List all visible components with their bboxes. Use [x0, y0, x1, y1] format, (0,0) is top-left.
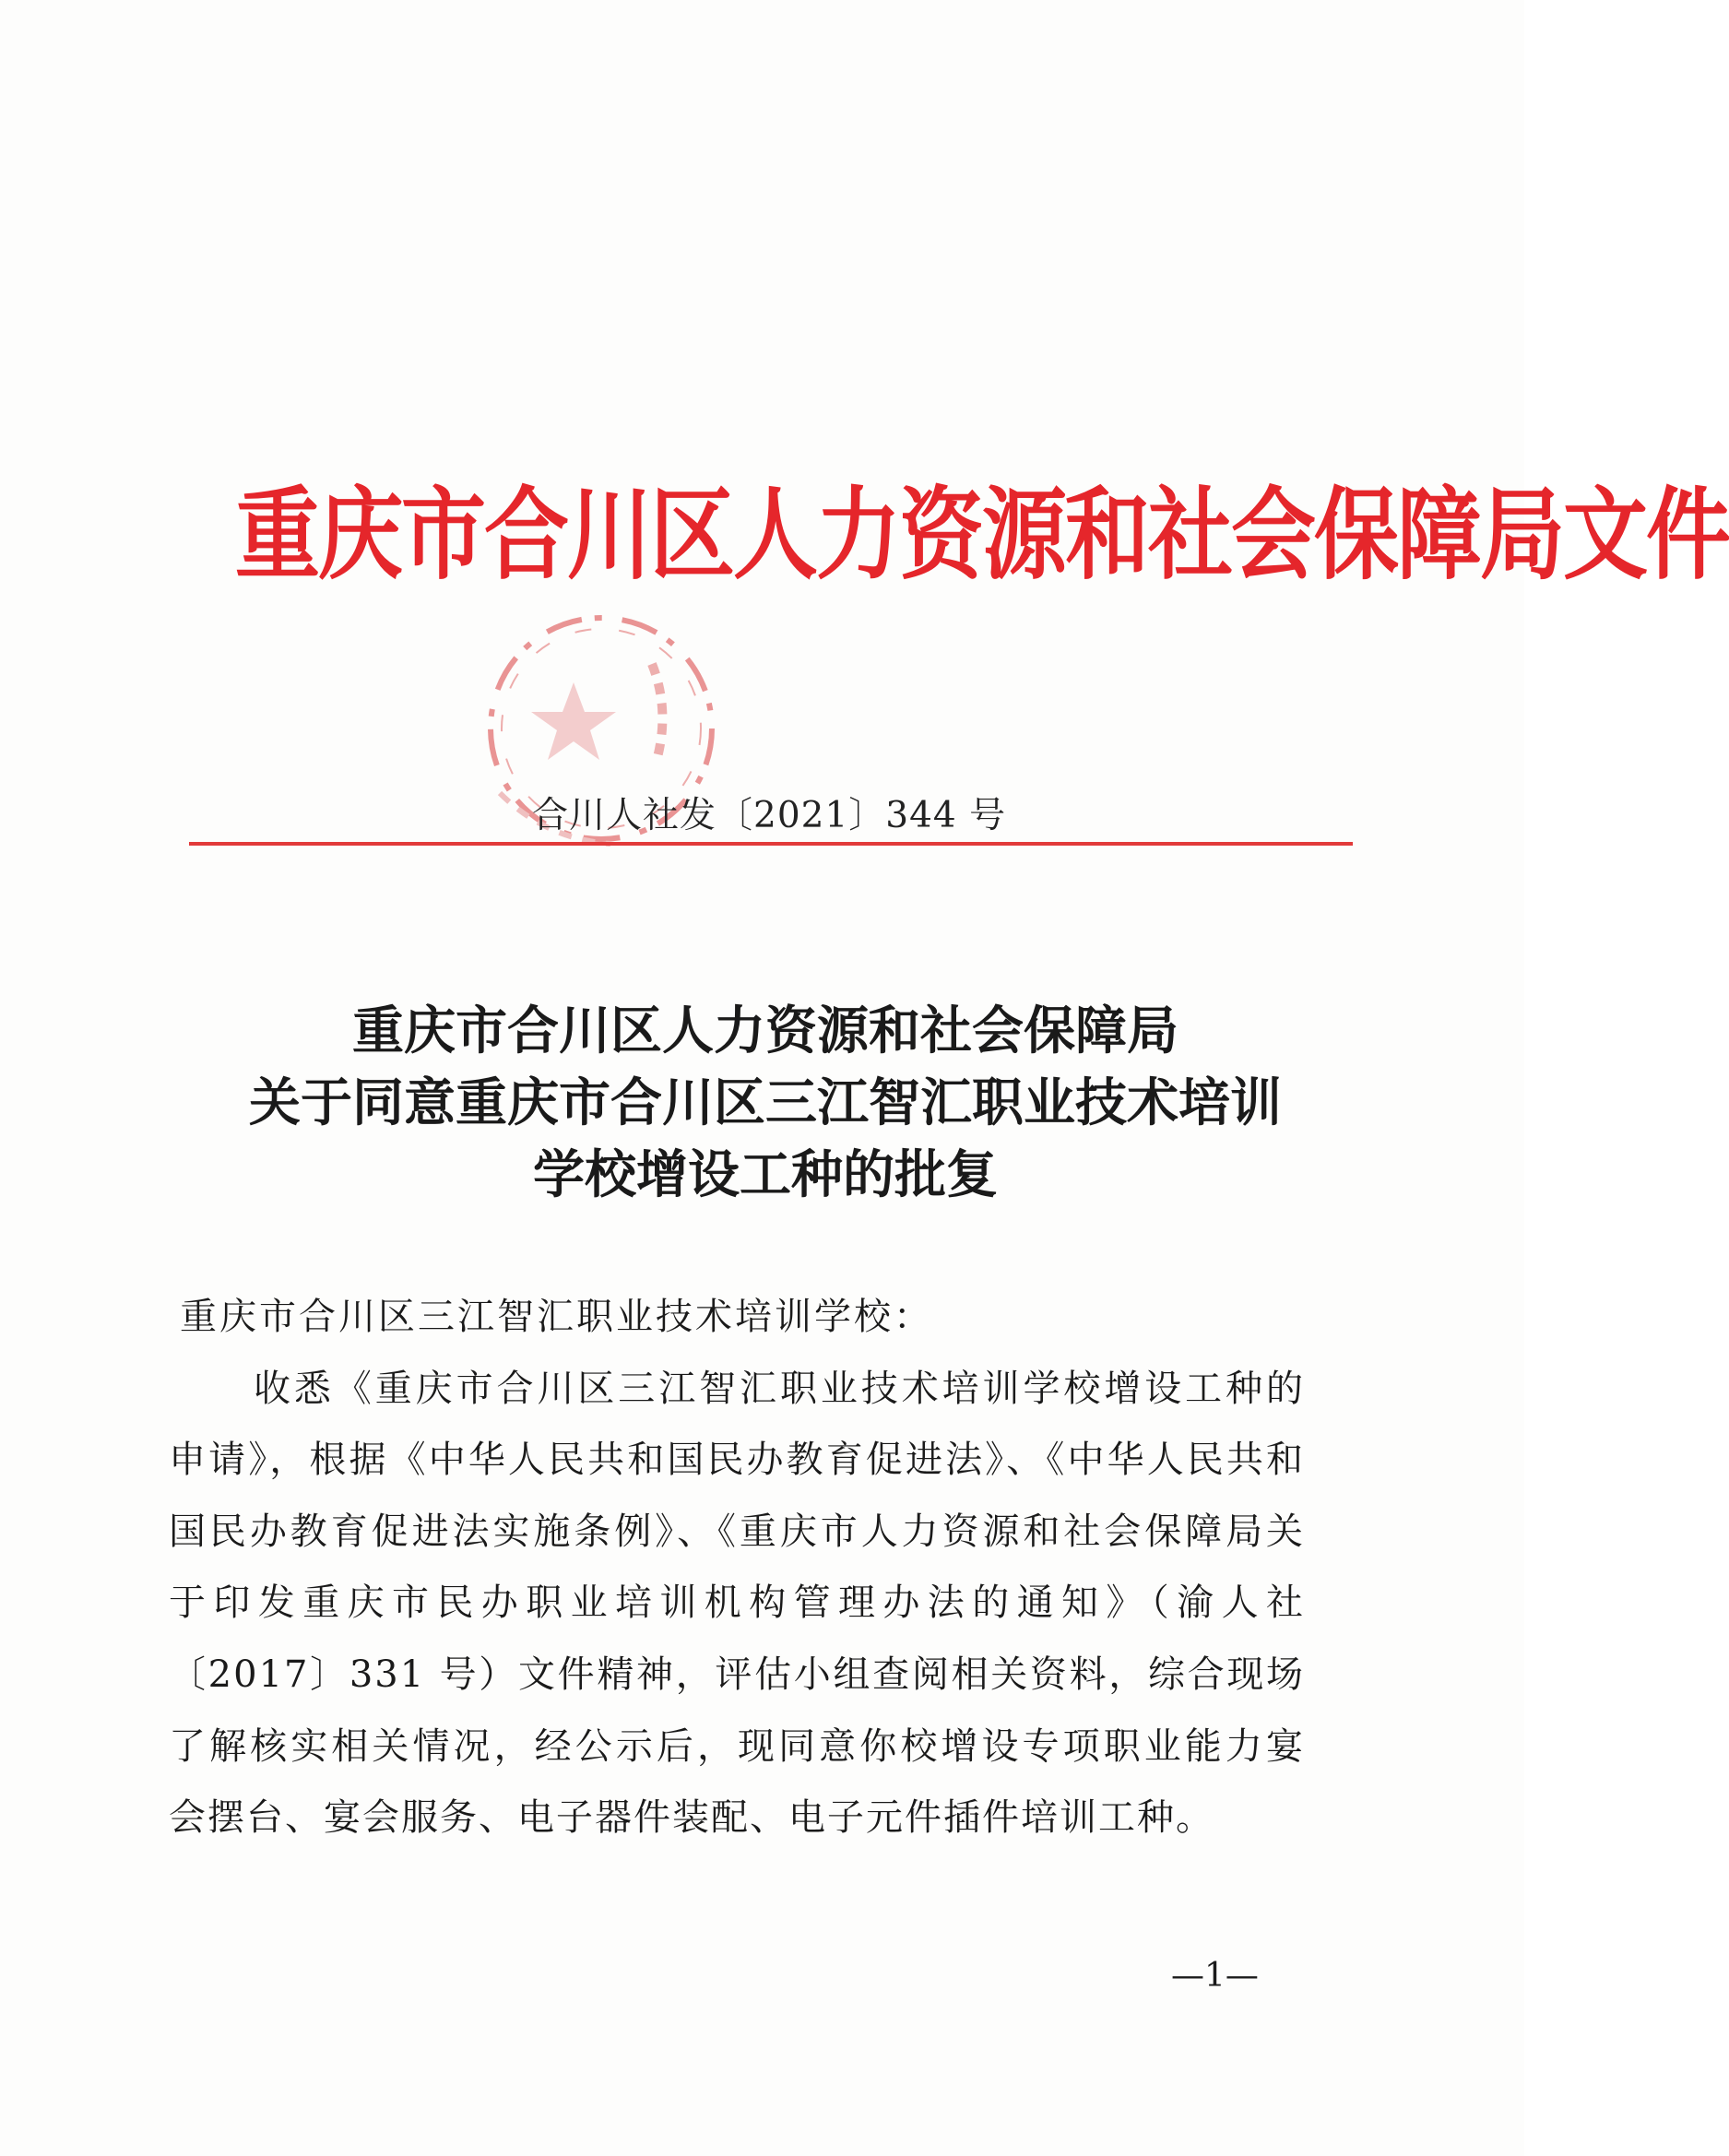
- title-line-3: 学校增设工种的批复: [533, 1145, 998, 1205]
- title-line-1: 重庆市合川区人力资源和社会保障局: [352, 1001, 1178, 1061]
- body-line-4: 于印发重庆市民办职业培训机构管理办法的通知》（渝人社: [169, 1581, 1305, 1624]
- recipient-line: 重庆市合川区三江智汇职业技术培训学校：: [180, 1296, 933, 1338]
- document-title: [166, 996, 1365, 1212]
- document-number: 合川人社发〔2021〕344 号: [532, 795, 1007, 836]
- body-line-3: 国民办教育促进法实施条例》、《重庆市人力资源和社会保障局关: [169, 1510, 1305, 1553]
- body-line-5: 〔2017〕331 号）文件精神，评估小组查阅相关资料，综合现场: [169, 1653, 1305, 1696]
- body-line-1: 收悉《重庆市合川区三江智汇职业技术培训学校增设工种的: [254, 1368, 1305, 1410]
- body-line-2: 申请》，根据《中华人民共和国民办教育促进法》、《中华人民共和: [169, 1439, 1305, 1481]
- red-divider-line: [189, 842, 1353, 846]
- page-number: —1—: [1171, 1957, 1259, 1995]
- body-line-6: 了解核实相关情况，经公示后，现同意你校增设专项职业能力宴: [169, 1725, 1305, 1768]
- title-line-2: 关于同意重庆市合川区三江智汇职业技术培训: [249, 1073, 1282, 1133]
- issuer-title: 重庆市合川区人力资源和社会保障局文件: [235, 477, 1729, 594]
- body-line-7: 会摆台、宴会服务、电子器件装配、电子元件插件培训工种。: [169, 1796, 1214, 1839]
